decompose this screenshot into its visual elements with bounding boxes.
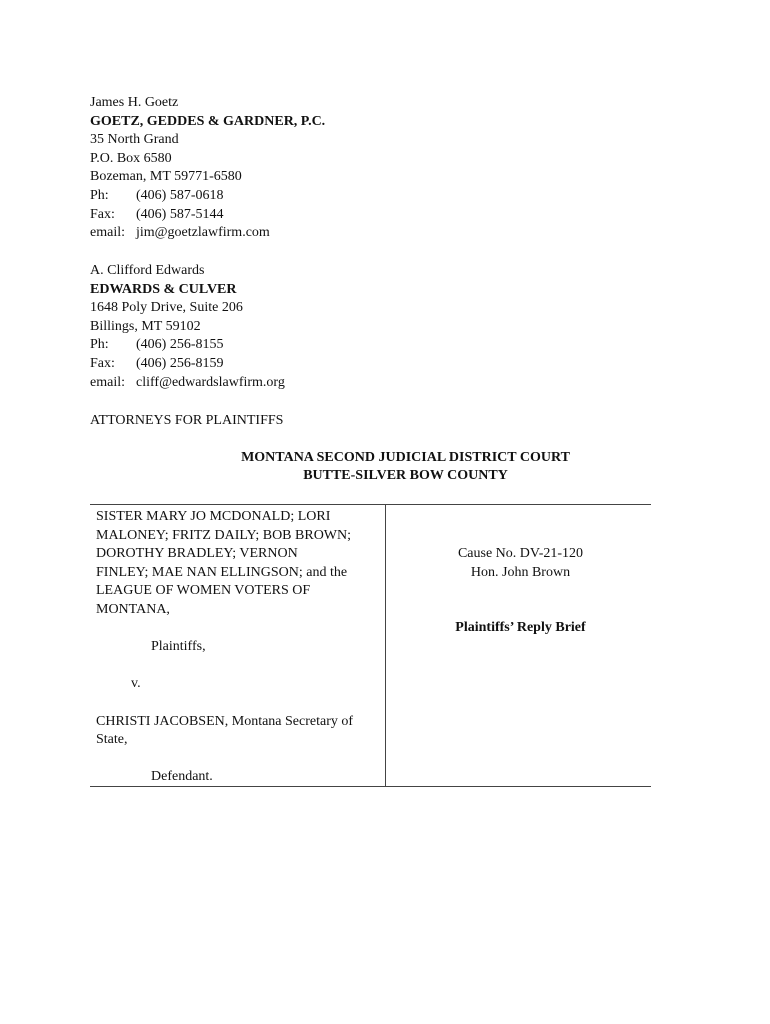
firm-name: GOETZ, GEDDES & GARDNER, P.C. — [90, 113, 326, 129]
email-address: jim@goetzlawfirm.com — [136, 225, 270, 241]
judge-name: Hon. John Brown — [470, 564, 571, 580]
court-name: MONTANA SECOND JUDICIAL DISTRICT COURT — [241, 450, 570, 465]
address-line: Billings, MT 59102 — [90, 318, 201, 334]
document-title: Plaintiffs’ Reply Brief — [455, 620, 586, 636]
fax-number: (406) 256-8159 — [136, 355, 224, 371]
plaintiffs-line: FINLEY; MAE NAN ELLINGSON; and the — [96, 564, 348, 580]
fax-label: Fax: — [90, 206, 115, 222]
email-address: cliff@edwardslawfirm.org — [136, 374, 285, 390]
fax-number: (406) 587-5144 — [136, 206, 224, 222]
firm-name: EDWARDS & CULVER — [90, 281, 237, 297]
plaintiffs-line: DOROTHY BRADLEY; VERNON — [96, 546, 298, 562]
case-caption — [90, 504, 651, 787]
email-label: email: — [90, 374, 125, 390]
phone-number: (406) 256-8155 — [136, 337, 224, 353]
plaintiffs-label: Plaintiffs, — [151, 639, 206, 655]
fax-line — [90, 206, 325, 225]
case-info-column — [390, 545, 651, 638]
phone-label: Ph: — [90, 337, 109, 353]
plaintiffs-line: MALONEY; FRITZ DAILY; BOB BROWN; — [96, 527, 352, 543]
email-line — [90, 374, 285, 393]
plaintiffs-line: SISTER MARY JO MCDONALD; LORI — [96, 509, 331, 524]
email-label: email: — [90, 225, 125, 241]
attorney-block-edwards — [90, 262, 285, 392]
fax-line — [90, 355, 285, 374]
fax-label: Fax: — [90, 355, 115, 371]
defendant-label: Defendant. — [151, 769, 213, 785]
attorney-block-goetz — [90, 94, 325, 243]
versus-label: v. — [131, 676, 141, 692]
cause-number: Cause No. DV-21-120 — [457, 546, 584, 561]
address-line: P.O. Box 6580 — [90, 150, 172, 166]
address-line: Bozeman, MT 59771-6580 — [90, 169, 242, 185]
plaintiffs-line: LEAGUE OF WOMEN VOTERS OF — [96, 583, 311, 599]
address-line: 1648 Poly Drive, Suite 206 — [90, 300, 243, 316]
attorney-name: James H. Goetz — [90, 95, 179, 110]
defendant-line: CHRISTI JACOBSEN, Montana Secretary of — [96, 713, 354, 729]
defendant-line: State, — [96, 732, 128, 748]
address-line: 35 North Grand — [90, 132, 179, 148]
parties-column — [96, 508, 381, 787]
email-line — [90, 224, 325, 243]
attorneys-for-label: ATTORNEYS FOR PLAINTIFFS — [90, 413, 284, 428]
phone-line — [90, 187, 325, 206]
phone-line — [90, 336, 285, 355]
county-name: BUTTE-SILVER BOW COUNTY — [303, 468, 508, 483]
phone-label: Ph: — [90, 187, 109, 203]
plaintiffs-line: MONTANA, — [96, 601, 170, 617]
phone-number: (406) 587-0618 — [136, 187, 224, 203]
caption-divider — [385, 505, 386, 786]
attorney-name: A. Clifford Edwards — [90, 263, 205, 278]
